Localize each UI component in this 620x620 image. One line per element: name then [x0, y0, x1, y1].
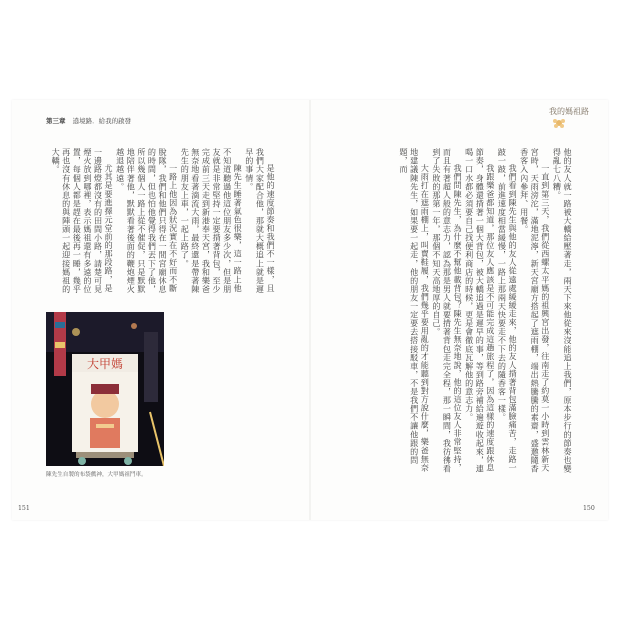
- paragraph: 一直到第三天，我們從西螺太平媽的祖興宮出發，往南走了約莫一小時到雲林新天宮時，天雨滂沱，滿地泥濘，新天宮廟方搭起了遮雨棚，端出熱騰騰的素齋，盛邀隨香香客入內參拜、用餐。: [519, 148, 551, 473]
- procession-photo: [46, 312, 164, 466]
- photo-illustration: [46, 312, 164, 466]
- paragraph: 他的友人就一路被大轎給壓著走，兩天下來他從來沒能追上我們，原本步行的節奏也變得亂七八糟。: [552, 148, 573, 473]
- running-header: [46, 116, 131, 125]
- flower-icon: [551, 117, 567, 129]
- right-body-text: [351, 148, 573, 480]
- page-number-right: 150: [583, 505, 595, 512]
- paragraph: 我們問陳先生，為什麼不幫他載背包？陳先生無奈地說，他的這位友人非常堅持，而且有著超人般的意志力，認為那是男人就要揹著背包走完全程，那一瞬間，我彷彿看到了失敗的那第一年，那個不知天高地厚的自己。: [431, 148, 464, 473]
- paragraph: 我跟樂爸都知道，那位友人應該是不可能完成這趟旅程了，因為這樣的速度跟休息節奏，身體還揹著一個大背包，被大轎追過是遲早的事，等到路旁補給遍遊收起來，連喝一口水都必須要自己找便利商店的時候，更是會徹底瓦解他的意志力。: [464, 148, 496, 473]
- book-spread: [12, 100, 608, 520]
- chapter-label: 第三章: [46, 117, 66, 125]
- paragraph: 我們看到陳先生與他的友人從遠處緩緩走來，他的友人揹著背包滿臉痛苦，走路一跛一跛，前進速度相當緩慢，一路上那兩天快要走不下去的隨香客一樣。: [497, 148, 519, 472]
- left-body-text: [44, 148, 276, 298]
- left-page: [12, 100, 309, 520]
- photo-sign-text: 大甲媽: [86, 357, 124, 371]
- paragraph: 尤其是要進擇元堂前的那段路，是一邊路燈都沒有的田間小路，請楚可見煙火放到哪裡，表示媽祖還有多遠的位置，每個人都是趕在最後再一睡，幾乎再也沒有休息的與陣頭一起迎接媽祖的大轎。: [51, 148, 115, 294]
- paragraph: 一路上他因為狀況實在不好而不斷脫隊，我們和他們只得在一間宮廟休息的時間，但也怕他覺得我們丟下了他，所以幾個人一路上從不催促，只是默默地陪伴著他，默默看著後面的鞭炮煙火越退越遠。: [115, 148, 179, 294]
- paragraph: 大雨打在遮雨棚上，叫賣鞋履，我們幾乎要用亂的才能聽到對方說什麼，樂爸無奈地建議陳先生，如果要一起走，他的朋友一定要去搭接駁車，不是我們不讓他跟的問題，而: [399, 148, 431, 472]
- chapter-title: 遶境路．給我的啟發: [72, 117, 132, 125]
- series-logo: [549, 106, 608, 129]
- paragraph: 是他的速度節奏和我們不一樣，且我們大家配合他，那就大概追上就是遲早的事情。: [244, 148, 276, 294]
- photo-caption: 陳先生自製的布袋戲神，大甲媽祖鬥車。: [46, 472, 147, 478]
- right-page: [311, 100, 608, 520]
- logo-text: 我的媽祖路: [549, 107, 589, 116]
- page-number-left: 151: [18, 505, 30, 512]
- paragraph: 陳先生睡著氣色很樂，這一路上他不知道聽過他這位朋友多少次，但是朋友就是非常堅持一定要揹著背包，至少完成前三天走到新港奉天宮，我和樂爸無奈地看著滴流大雨，最終還是帶著陳先生的朋友上車，一起上路了。: [180, 148, 244, 294]
